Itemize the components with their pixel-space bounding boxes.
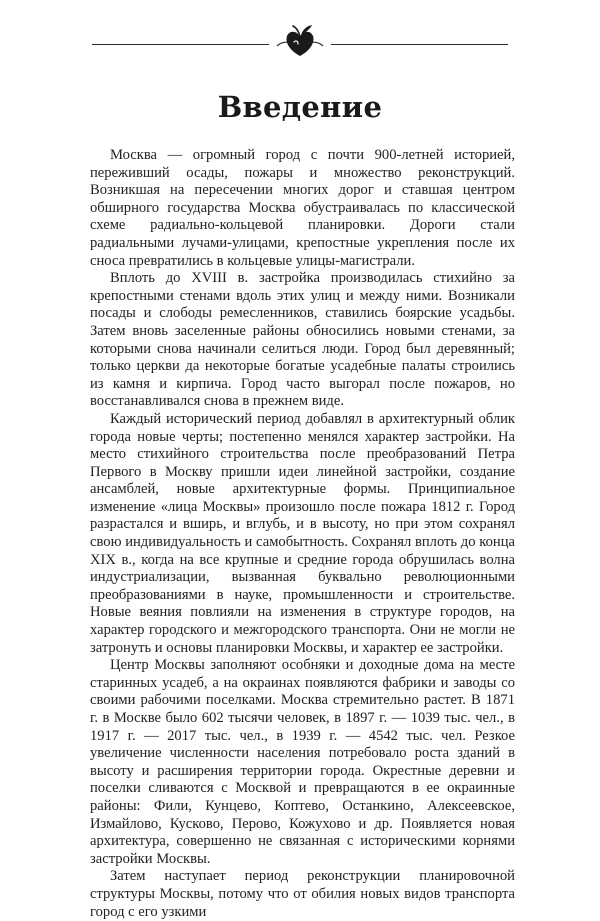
fleuron-leaf-icon [275, 20, 325, 60]
paragraph: Затем наступает период реконструкции планировочной структуры Москвы, потому что от обилия новых видов транспорта город с его узкими [90, 868, 515, 920]
paragraph: Центр Москвы заполняют особняки и доходные дома на месте старинных усадеб, а на окраинах появляются фабрики и заводы со своими рабочими поселками. Москва стремительно растет. В 1871 г. в Москве было 602 тысячи человек, в 1897 г. — 1039 тыс. чел., в 1917 г. — 2017 тыс. чел., в 1939 г. — 4542 тыс. чел. Резкое увеличение численности населения потребовало роста зданий в высоту и расширения территории города. Окрестные деревни и поселки сливаются с Москвой и превращаются в ее окраинные районы: Фили, Кунцево, Коптево, Останкино, Алексеевское, Измайлово, Кусково, Перово, Кожухово и др. Появляется новая архитектура, совершенно не связанная с историческими корнями застройки Москвы. [90, 657, 515, 867]
chapter-body [90, 147, 515, 921]
ornament-rule-left [92, 44, 269, 45]
paragraph: Москва — огромный город с почти 900-летней историей, переживший осады, пожары и множество реконструкций. Возникшая на пересечении многих дорог и ставшая центром обширного государства Москва обустраивалась по классической схеме радиально-кольцевой планировки. Дороги стали радиальными лучами-улицами, крепостные укрепления после их сноса превратились в кольцевые улицы-магистрали. [90, 147, 515, 269]
header-ornament [92, 18, 508, 58]
chapter-title: Введение [217, 90, 383, 124]
paragraph: Вплоть до XVIII в. застройка производилась стихийно за крепостными стенами вдоль этих улиц и между ними. Возникали посады и слободы ремесленников, ставились боярские усадьбы. Затем вновь заселенные районы обносились новыми стенами, за которыми снова начинали селиться люди. Город был деревянный; только церкви да некоторые богатые усадебные палаты строились из камня и кирпича. Город часто выгорал после пожаров, но восстанавливался снова в прежнем виде. [90, 270, 515, 410]
ornament-rule-right [331, 44, 508, 45]
paragraph: Каждый исторический период добавлял в архитектурный облик города новые черты; постепенно менялся характер застройки. На место стихийного строительства после преобразований Петра Первого в Москву пришли идеи линейной застройки, создание ансамблей, новые архитектурные формы. Принципиальное изменение «лица Москвы» произошло после пожара 1812 г. Город разрастался и вширь, и вглубь, и в высоту, но при этом сохранял свою индивидуальность и самобытность. Сохранял вплоть до конца XIX в., когда на все крупные и средние города обрушилась волна индустриализации, вызванная буквально революционными преобразованиями в науке, промышленности и строительстве. Новые веяния повлияли на изменения в структуре городов, на характер городского и межгородского транспорта. Они не могли не затронуть и основы планировки Москвы, и характер ее застройки. [90, 410, 515, 656]
